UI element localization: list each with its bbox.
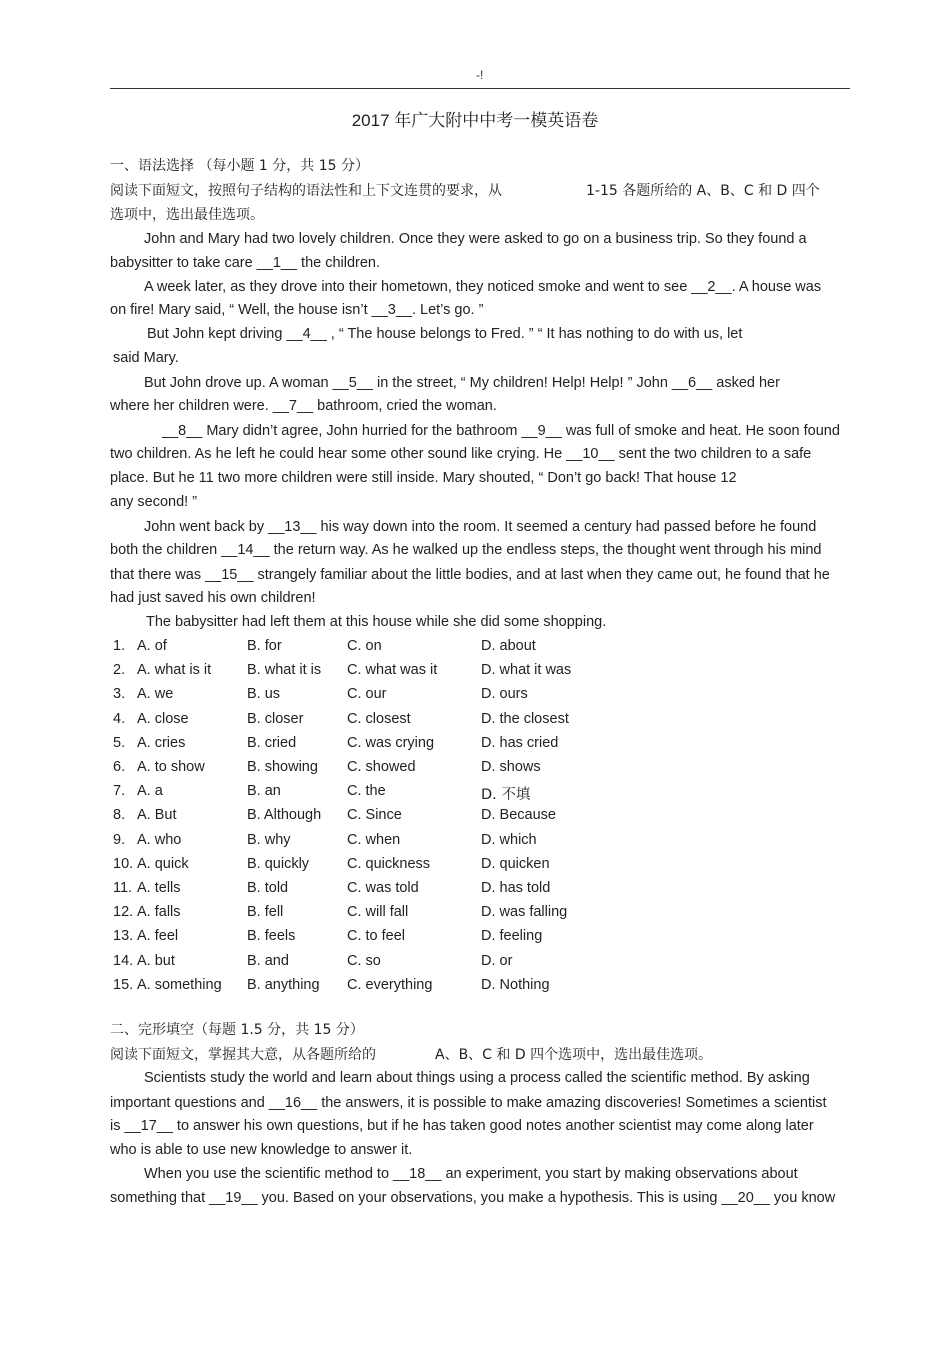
option-a: A. what is it xyxy=(137,662,212,679)
option-b: B. an xyxy=(247,783,281,800)
option-a: A. who xyxy=(137,831,182,848)
option-d: D. has cried xyxy=(481,734,559,751)
option-a: A. feel xyxy=(137,928,179,945)
section1-instruction-b: 1-15 各题所给的 A、B、C 和 D 四个 xyxy=(586,183,820,199)
option-d: D. Because xyxy=(481,807,556,824)
option-a: A. of xyxy=(137,638,167,654)
passage1-line: any second! ” xyxy=(110,494,198,510)
section2-instruction-a: 阅读下面短文，掌握其大意，从各题所给的 xyxy=(110,1047,376,1063)
header-rule xyxy=(110,88,850,89)
option-a: A. tells xyxy=(137,880,181,896)
option-number: 11. xyxy=(113,880,133,896)
passage1-line: that there was __15__ strangely familiar about the little bodies, and at last when they came out, he found that he xyxy=(110,567,830,583)
option-number: 13. xyxy=(113,928,134,945)
option-c: C. to feel xyxy=(347,928,406,945)
option-c: C. on xyxy=(347,638,382,654)
passage2-line: important questions and __16__ the answers, it is possible to make amazing discoveries! Sometimes a scientist xyxy=(110,1095,827,1111)
passage1-line: both the children __14__ the return way. As he walked up the endless steps, the thought went through his mind xyxy=(110,542,822,558)
option-b: B. showing xyxy=(247,759,318,775)
header-mark: -! xyxy=(476,68,484,82)
option-c: C. Since xyxy=(347,807,402,824)
option-a: A. but xyxy=(137,952,175,969)
passage1-line: on fire! Mary said, “ Well, the house isn’t __3__. Let’s go. ” xyxy=(110,302,484,318)
option-b: B. Although xyxy=(247,807,322,824)
passage1-line: had just saved his own children! xyxy=(110,590,316,606)
option-number: 12. xyxy=(113,904,134,921)
page-title: 2017 年广大附中中考一模英语卷 xyxy=(351,111,599,130)
option-d: D. which xyxy=(481,831,537,848)
section2-heading: 二、完形填空（每题 1.5 分，共 15 分） xyxy=(110,1022,364,1038)
option-c: C. everything xyxy=(347,976,433,993)
passage1-line: But John drove up. A woman __5__ in the street, “ My children! Help! Help! ” John __6__ asked her xyxy=(144,375,780,391)
passage2-line: When you use the scientific method to __18__ an experiment, you start by making observations about xyxy=(144,1166,798,1182)
passage2-line: is __17__ to answer his own questions, but if he has taken good notes another scientist may come along later xyxy=(110,1118,814,1134)
option-b: B. closer xyxy=(247,710,304,727)
option-c: C. what was it xyxy=(347,662,438,679)
option-c: C. was crying xyxy=(347,734,435,751)
option-d: D. shows xyxy=(481,759,541,775)
option-b: B. for xyxy=(247,638,282,654)
option-b: B. feels xyxy=(247,928,296,945)
option-number: 14. xyxy=(113,952,134,969)
option-c: C. the xyxy=(347,783,386,800)
section1-instruction-a: 阅读下面短文，按照句子结构的语法性和上下文连贯的要求，从 xyxy=(110,183,502,199)
option-b: B. quickly xyxy=(247,855,310,872)
passage1-line: where her children were. __7__ bathroom, cried the woman. xyxy=(110,398,497,414)
option-a: A. a xyxy=(137,783,163,800)
option-a: A. But xyxy=(137,807,177,824)
option-number: 5. xyxy=(113,734,126,751)
option-d: D. 不填 xyxy=(481,787,531,804)
option-b: B. what it is xyxy=(247,662,322,679)
option-c: C. quickness xyxy=(347,855,431,872)
option-b: B. fell xyxy=(247,904,284,921)
option-d: D. ours xyxy=(481,686,528,703)
option-c: C. closest xyxy=(347,710,411,727)
option-b: B. cried xyxy=(247,734,297,751)
option-c: C. so xyxy=(347,952,381,969)
option-a: A. falls xyxy=(137,904,181,921)
option-number: 6. xyxy=(113,759,126,775)
passage1-line: John and Mary had two lovely children. Once they were asked to go on a business trip. So they found a xyxy=(144,231,807,247)
option-c: C. was told xyxy=(347,880,419,896)
option-d: D. quicken xyxy=(481,855,550,872)
option-number: 15. xyxy=(113,976,134,993)
option-a: A. something xyxy=(137,976,222,993)
option-b: B. anything xyxy=(247,976,320,993)
option-number: 7. xyxy=(113,783,126,800)
section1-instruction-c: 选项中，选出最佳选项。 xyxy=(110,207,264,223)
passage1-line: John went back by __13__ his way down into the room. It seemed a century had passed before he found xyxy=(144,519,817,535)
option-a: A. close xyxy=(137,710,189,727)
passage1-line: said Mary. xyxy=(113,350,179,366)
option-c: C. when xyxy=(347,831,401,848)
passage1-line: place. But he 11 two more children were still inside. Mary shouted, “ Don’t go back! That house 12 xyxy=(110,470,737,486)
section2-instruction-b: A、B、C 和 D 四个选项中，选出最佳选项。 xyxy=(435,1047,713,1063)
option-b: B. why xyxy=(247,831,291,848)
option-c: C. our xyxy=(347,686,387,703)
passage1-line: babysitter to take care __1__ the children. xyxy=(110,255,381,271)
option-d: D. the closest xyxy=(481,710,569,727)
option-a: A. we xyxy=(137,686,174,703)
option-number: 3. xyxy=(113,686,126,703)
passage2-line: who is able to use new knowledge to answer it. xyxy=(110,1142,413,1158)
option-d: D. about xyxy=(481,638,536,654)
passage1-line: The babysitter had left them at this house while she did some shopping. xyxy=(146,614,607,630)
option-number: 9. xyxy=(113,831,126,848)
passage1-line: A week later, as they drove into their hometown, they noticed smoke and went to see __2__. A house was xyxy=(144,279,822,295)
option-c: C. showed xyxy=(347,759,416,775)
option-a: A. cries xyxy=(137,734,186,751)
option-d: D. feeling xyxy=(481,928,543,945)
section1-heading: 一、语法选择 （每小题 1 分，共 15 分） xyxy=(110,158,369,174)
option-d: D. or xyxy=(481,952,513,969)
option-d: D. was falling xyxy=(481,904,568,921)
option-d: D. what it was xyxy=(481,662,572,679)
passage2-line: Scientists study the world and learn about things using a process called the scientific method. By asking xyxy=(144,1070,810,1086)
passage1-line: __8__ Mary didn’t agree, John hurried for the bathroom __9__ was full of smoke and heat. He soon found xyxy=(162,423,840,439)
option-number: 4. xyxy=(113,710,126,727)
passage1-line: two children. As he left he could hear some other sound like crying. He __10__ sent the two children to a safe xyxy=(110,446,812,462)
option-d: D. Nothing xyxy=(481,976,550,993)
passage1-line: But John kept driving __4__ , “ The house belongs to Fred. ” “ It has nothing to do with us, let xyxy=(147,326,743,342)
option-a: A. to show xyxy=(137,759,205,775)
option-b: B. and xyxy=(247,952,289,969)
option-number: 1. xyxy=(113,638,126,654)
option-a: A. quick xyxy=(137,855,189,872)
option-number: 10. xyxy=(113,855,134,872)
passage2-line: something that __19__ you. Based on your observations, you make a hypothesis. This is using __20__ you know xyxy=(110,1190,836,1206)
option-d: D. has told xyxy=(481,880,551,896)
option-number: 8. xyxy=(113,807,126,824)
option-number: 2. xyxy=(113,662,126,679)
option-b: B. us xyxy=(247,686,281,703)
option-b: B. told xyxy=(247,880,289,896)
option-c: C. will fall xyxy=(347,904,409,921)
